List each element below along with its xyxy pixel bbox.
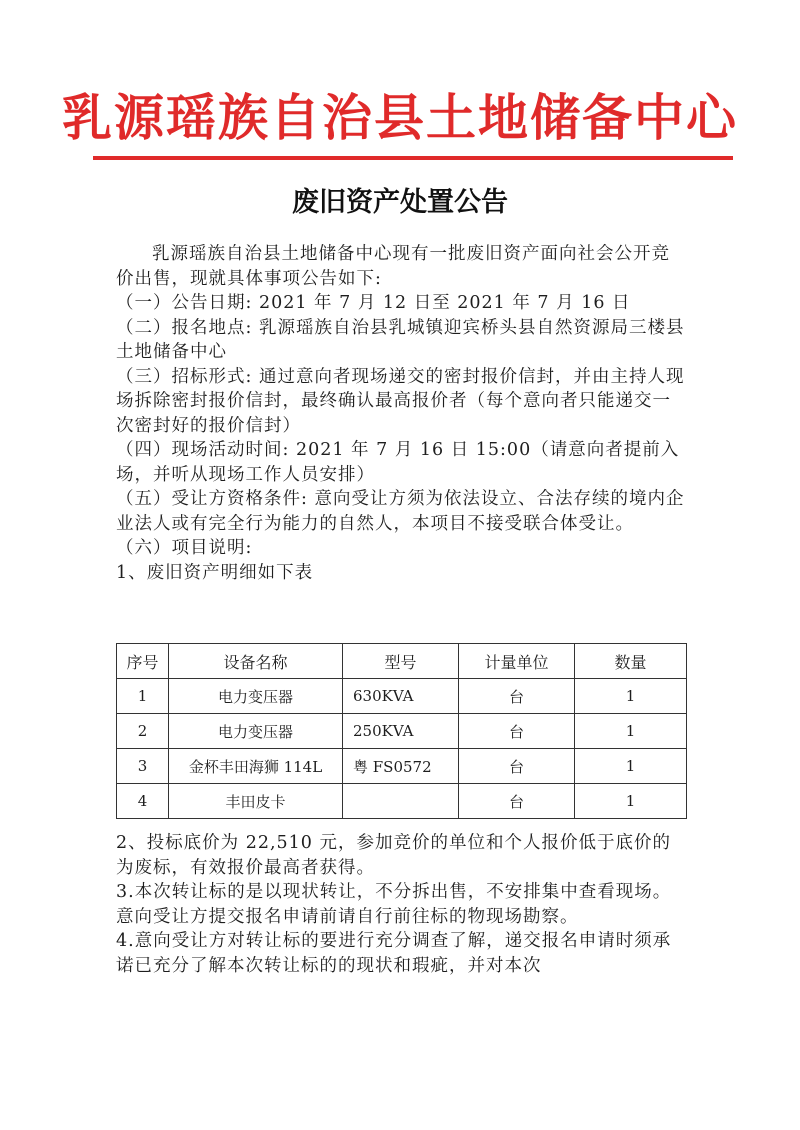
item-due-diligence: 4.意向受让方对转让标的要进行充分调查了解，递交报名申请时须承诺已充分了解本次转让标的的现状和瑕疵，并对本次 [116, 931, 672, 976]
table-row [117, 714, 687, 749]
item-announcement-date: （一）公告日期: 2021 年 7 月 12 日至 2021 年 7 月 16 日 [116, 293, 631, 313]
item-event-time: （四）现场活动时间: 2021 年 7 月 16 日 15:00（请意向者提前入场，并听从现场工作人员安排） [116, 440, 680, 485]
item-floor-price: 2、投标底价为 22,510 元，参加竞价的单位和个人报价低于底价的为废标，有效报价最高者获得。 [116, 833, 671, 878]
cell-index: 4 [117, 784, 169, 819]
cell-name: 金杯丰田海狮 114L [169, 749, 343, 784]
cell-unit: 台 [459, 714, 575, 749]
cell-quantity: 1 [575, 679, 687, 714]
cell-index: 1 [117, 679, 169, 714]
cell-unit: 台 [459, 679, 575, 714]
item-qualifications: （五）受让方资格条件: 意向受让方须为依法设立、合法存续的境内企业法人或有完全行为能力的自然人，本项目不接受联合体受让。 [116, 489, 685, 534]
header-cell-model: 型号 [343, 644, 459, 679]
organization-header: 乳源瑶族自治县土地储备中心 [62, 89, 738, 147]
intro-paragraph: 乳源瑶族自治县土地储备中心现有一批废旧资产面向社会公开竞价出售，现就具体事项公告如下: [116, 244, 670, 289]
cell-index: 2 [117, 714, 169, 749]
cell-quantity: 1 [575, 784, 687, 819]
cell-model: 250KVA [343, 714, 459, 749]
cell-unit: 台 [459, 784, 575, 819]
notice-body-bottom [116, 831, 686, 978]
cell-model: 粤 FS0572 [343, 749, 459, 784]
table-row [117, 749, 687, 784]
item-project-description: （六）项目说明: [116, 538, 253, 558]
item-registration-location: （二）报名地点: 乳源瑶族自治县乳城镇迎宾桥头县自然资源局三楼县土地储备中心 [116, 317, 685, 362]
item-bidding-form: （三）招标形式: 通过意向者现场递交的密封报价信封，并由主持人现场拆除密封报价信封，最终确认最高报价者（每个意向者只能递交一次密封好的报价信封） [116, 366, 685, 436]
notice-body-top [116, 242, 686, 585]
table-row [117, 679, 687, 714]
header-cell-quantity: 数量 [575, 644, 687, 679]
asset-table [116, 643, 687, 819]
cell-unit: 台 [459, 749, 575, 784]
item-as-is-transfer: 3.本次转让标的是以现状转让，不分拆出售，不安排集中查看现场。意向受让方提交报名申请前请自行前往标的物现场勘察。 [116, 882, 672, 927]
header-red-rule [93, 156, 733, 160]
header-cell-index: 序号 [117, 644, 169, 679]
cell-quantity: 1 [575, 714, 687, 749]
table-header-row [117, 644, 687, 679]
cell-name: 丰田皮卡 [169, 784, 343, 819]
cell-name: 电力变压器 [169, 714, 343, 749]
cell-model [343, 784, 459, 819]
table-row [117, 784, 687, 819]
cell-name: 电力变压器 [169, 679, 343, 714]
cell-model: 630KVA [343, 679, 459, 714]
cell-quantity: 1 [575, 749, 687, 784]
header-cell-name: 设备名称 [169, 644, 343, 679]
cell-index: 3 [117, 749, 169, 784]
header-cell-unit: 计量单位 [459, 644, 575, 679]
notice-title: 废旧资产处置公告 [292, 187, 508, 218]
asset-list-caption: 1、废旧资产明细如下表 [116, 562, 314, 583]
